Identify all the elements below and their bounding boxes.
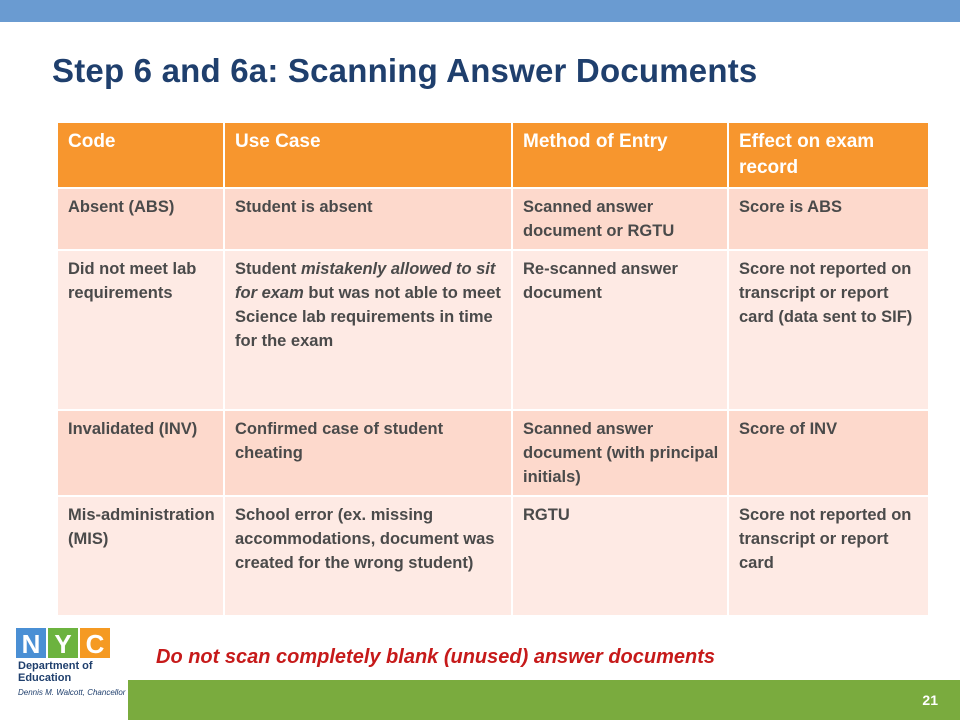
nyc-doe-logo xyxy=(14,626,126,716)
cell-use-case: School error (ex. missing accommodations, document was created for the wrong student) xyxy=(224,496,512,616)
cell-use-case: Student is absent xyxy=(224,188,512,250)
table-row xyxy=(57,496,929,616)
logo-org-name xyxy=(18,660,93,684)
slide-title: Step 6 and 6a: Scanning Answer Documents xyxy=(52,52,758,89)
cell-effect: Score not reported on transcript or report card (data sent to SIF) xyxy=(728,250,929,410)
cell-use-case: Confirmed case of student cheating xyxy=(224,410,512,496)
table-row xyxy=(57,250,929,410)
cell-effect: Score is ABS xyxy=(728,188,929,250)
logo-org-line2: Education xyxy=(18,672,72,684)
header-code: Code xyxy=(57,122,224,188)
cell-effect: Score not reported on transcript or report card xyxy=(728,496,929,616)
header-method-of-entry: Method of Entry xyxy=(512,122,728,188)
page-number: 21 xyxy=(922,692,938,708)
cell-method: Scanned answer document (with principal initials) xyxy=(512,410,728,496)
use-case-text-end: but was not able to meet Science lab requirements in time for the exam xyxy=(235,284,501,350)
warning-note: Do not scan completely blank (unused) answer documents xyxy=(156,646,715,668)
header-effect: Effect on exam record xyxy=(728,122,929,188)
logo-letter-n: N xyxy=(21,629,41,659)
table-header-row xyxy=(57,122,929,188)
cell-code: Did not meet lab requirements xyxy=(57,250,224,410)
logo-chancellor: Dennis M. Walcott, Chancellor xyxy=(18,688,126,697)
table-row xyxy=(57,410,929,496)
use-case-text-start: Student xyxy=(235,260,301,278)
cell-method: RGTU xyxy=(512,496,728,616)
use-case-text-emphasis: mistakenly allowed to sit for exam xyxy=(235,260,496,302)
table-row xyxy=(57,188,929,250)
cell-code: Absent (ABS) xyxy=(57,188,224,250)
codes-table xyxy=(56,121,930,617)
cell-method: Re-scanned answer document xyxy=(512,250,728,410)
nyc-logo-icon xyxy=(14,626,126,662)
footer-bar xyxy=(128,680,960,720)
cell-code: Invalidated (INV) xyxy=(57,410,224,496)
top-accent-bar xyxy=(0,0,960,22)
cell-method: Scanned answer document or RGTU xyxy=(512,188,728,250)
logo-org-line1: Department of xyxy=(18,660,93,672)
cell-use-case xyxy=(224,250,512,410)
header-use-case: Use Case xyxy=(224,122,512,188)
cell-effect: Score of INV xyxy=(728,410,929,496)
cell-code: Mis-administration (MIS) xyxy=(57,496,224,616)
logo-letter-y: Y xyxy=(54,629,72,659)
logo-letter-c: C xyxy=(85,629,105,659)
